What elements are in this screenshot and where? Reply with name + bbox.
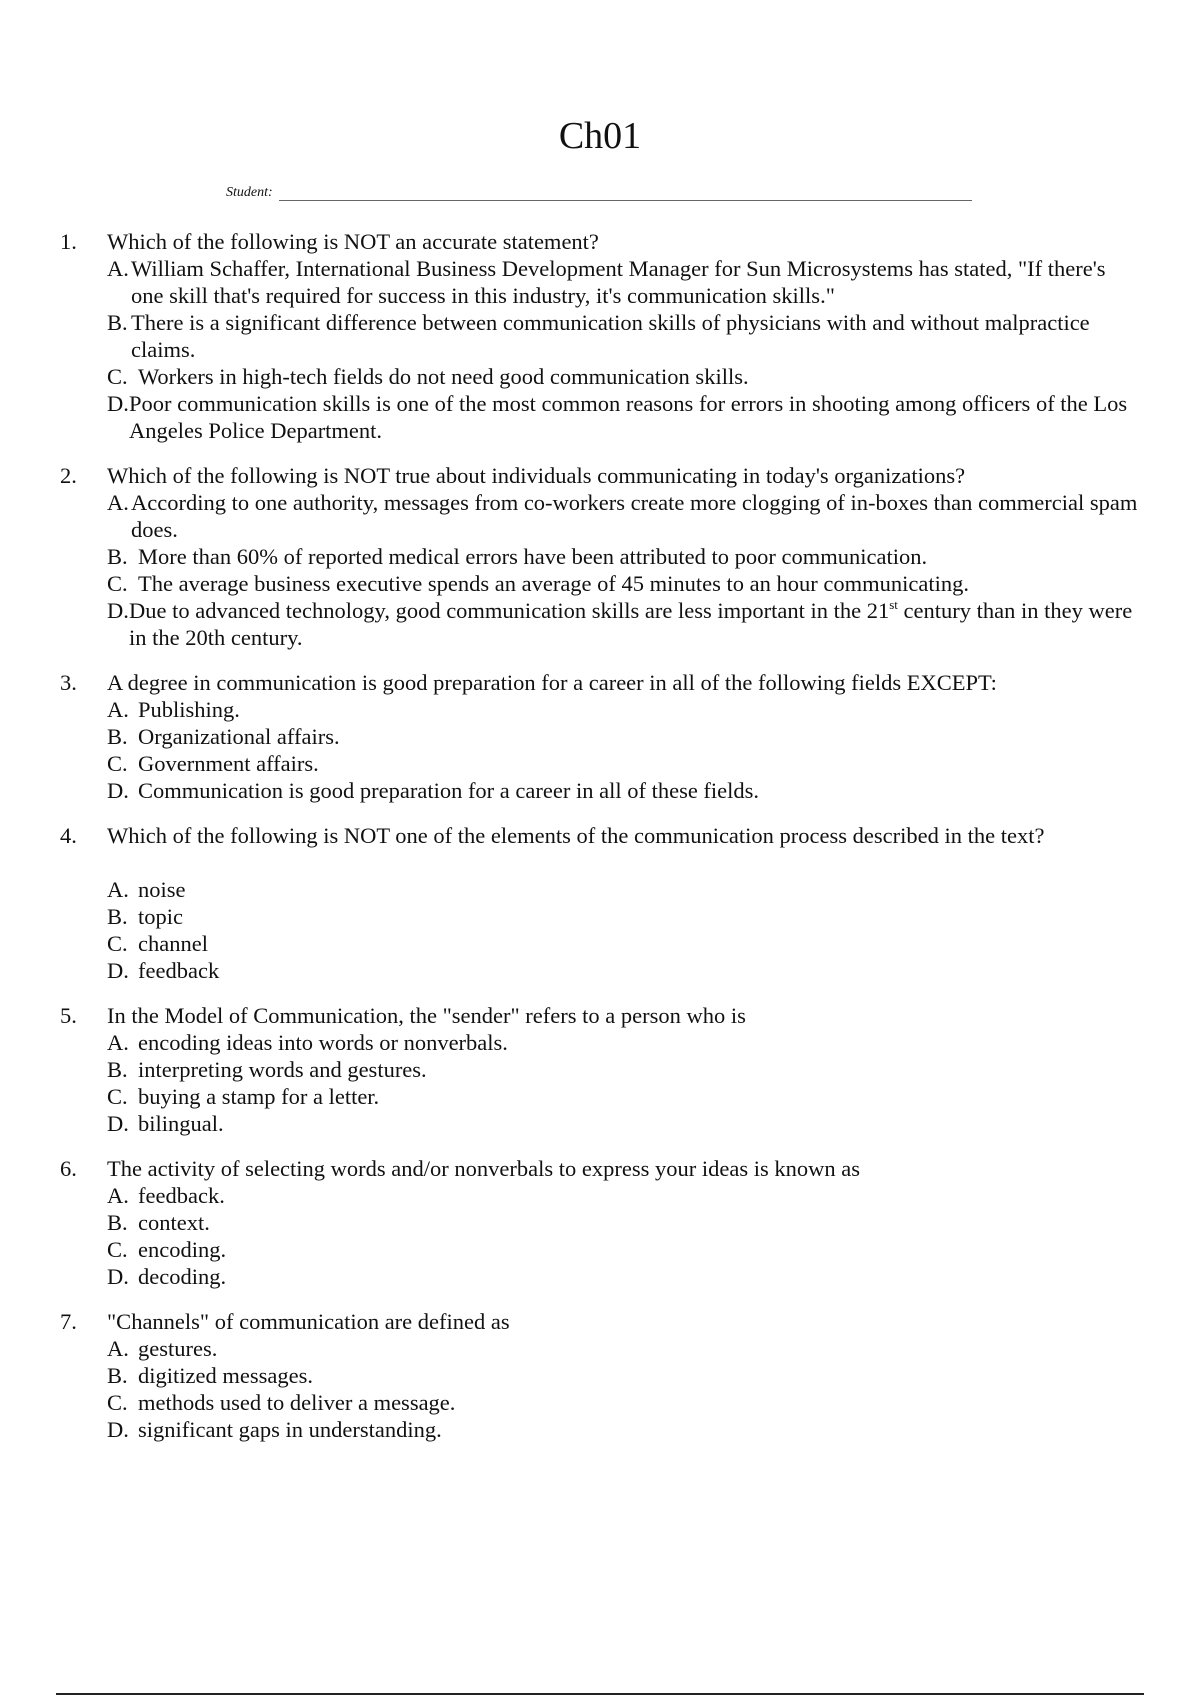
choice-letter: A. (107, 697, 129, 722)
choice-text: Poor communication skills is one of the most common reasons for errors in shooting among officers of the Los Angeles Police Department. (129, 391, 1128, 443)
question-text: In the Model of Communication, the "sender" refers to a person who is (107, 1003, 746, 1028)
choice-text: encoding ideas into words or nonverbals. (138, 1030, 508, 1055)
choice-d[interactable] (107, 1110, 1140, 1137)
choice-letter: D. (107, 778, 129, 803)
choice-letter: C. (107, 1237, 128, 1262)
choice-text: context. (138, 1210, 210, 1235)
choice-text: Organizational affairs. (138, 724, 340, 749)
choice-letter: C. (107, 364, 128, 389)
question-4 (60, 822, 1140, 984)
choice-c[interactable] (107, 930, 1140, 957)
choice-text: significant gaps in understanding. (138, 1417, 442, 1442)
choice-letter: C. (107, 931, 128, 956)
ordinal-suffix: st (889, 597, 898, 612)
choice-list (107, 255, 1140, 444)
choice-letter: A. (107, 1030, 129, 1055)
choice-text: channel (138, 931, 208, 956)
choice-letter: D. (107, 1111, 129, 1136)
choice-list (107, 876, 1140, 984)
choice-letter: A. (107, 877, 129, 902)
choice-letter: B. (107, 544, 128, 569)
choice-text: Government affairs. (138, 751, 319, 776)
question-number: 3. (60, 670, 77, 695)
choice-d[interactable] (107, 957, 1140, 984)
choice-text: interpreting words and gestures. (138, 1057, 427, 1082)
choice-text-part: Due to advanced technology, good communication skills are less important in the 21 (129, 598, 890, 623)
choice-letter: D. (107, 958, 129, 983)
question-3 (60, 669, 1140, 804)
choice-text: encoding. (138, 1237, 227, 1262)
question-text: A degree in communication is good preparation for a career in all of the following fields EXCEPT: (107, 670, 997, 695)
choice-c[interactable] (107, 363, 1140, 390)
choice-list (107, 1182, 1140, 1290)
footer-divider (56, 1693, 1144, 1695)
choice-text: feedback. (138, 1183, 225, 1208)
choice-text: Communication is good preparation for a career in all of these fields. (138, 778, 760, 803)
choice-c[interactable] (107, 570, 1140, 597)
choice-letter: A. (107, 1183, 129, 1208)
choice-text: The average business executive spends an average of 45 minutes to an hour communicating. (138, 571, 969, 596)
choice-text (129, 597, 1140, 651)
choice-d[interactable] (107, 1416, 1140, 1443)
question-number: 1. (60, 229, 77, 254)
choice-list (107, 1335, 1140, 1443)
choice-letter: B. (107, 904, 128, 929)
question-text: The activity of selecting words and/or nonverbals to express your ideas is known as (107, 1156, 860, 1181)
choice-letter: D. (107, 1264, 129, 1289)
choice-letter: C. (107, 751, 128, 776)
choice-text: methods used to deliver a message. (138, 1390, 456, 1415)
question-1 (60, 228, 1140, 444)
choice-letter: A. (107, 490, 129, 515)
choice-b[interactable] (107, 543, 1140, 570)
choice-text: decoding. (138, 1264, 227, 1289)
question-7 (60, 1308, 1140, 1443)
choice-c[interactable] (107, 1236, 1140, 1263)
choice-b[interactable] (107, 309, 1140, 363)
choice-b[interactable] (107, 723, 1140, 750)
choice-b[interactable] (107, 1362, 1140, 1389)
choice-d[interactable] (107, 390, 1140, 444)
choice-text: There is a significant difference between communication skills of physicians with and without malpractice claims. (131, 310, 1090, 362)
choice-c[interactable] (107, 1389, 1140, 1416)
choice-text: Publishing. (138, 697, 240, 722)
choice-letter: B. (107, 1363, 128, 1388)
choice-letter: B. (107, 724, 128, 749)
choice-a[interactable] (107, 1335, 1140, 1362)
choice-text: William Schaffer, International Business Development Manager for Sun Microsystems has stated, "If there's one skill that's required for success in this industry, it's communication skills." (131, 256, 1106, 308)
choice-letter: A. (107, 1336, 129, 1361)
choice-text: bilingual. (138, 1111, 224, 1136)
choice-d[interactable] (107, 597, 1140, 651)
question-number: 2. (60, 463, 77, 488)
question-text: Which of the following is NOT one of the elements of the communication process described in the text? (107, 823, 1045, 848)
choice-letter: C. (107, 1084, 128, 1109)
choice-letter: D. (107, 391, 129, 416)
choice-text: According to one authority, messages from co-workers create more clogging of in-boxes than commercial spam does. (131, 490, 1138, 542)
choice-text: digitized messages. (138, 1363, 313, 1388)
choice-d[interactable] (107, 777, 1140, 804)
choice-a[interactable] (107, 255, 1140, 309)
choice-letter: B. (107, 310, 128, 335)
student-label: Student: (226, 185, 273, 200)
choice-b[interactable] (107, 1056, 1140, 1083)
choice-text-part: century than in they were in the 20th century. (129, 598, 1133, 650)
student-field (226, 184, 972, 201)
choice-a[interactable] (107, 489, 1140, 543)
choice-text: feedback (138, 958, 220, 983)
choice-letter: D. (107, 1417, 129, 1442)
choice-c[interactable] (107, 1083, 1140, 1110)
question-text: "Channels" of communication are defined as (107, 1309, 510, 1334)
choice-c[interactable] (107, 750, 1140, 777)
choice-letter: C. (107, 571, 128, 596)
question-number: 7. (60, 1309, 77, 1334)
choice-b[interactable] (107, 903, 1140, 930)
choice-letter: C. (107, 1390, 128, 1415)
choice-d[interactable] (107, 1263, 1140, 1290)
choice-a[interactable] (107, 1182, 1140, 1209)
question-6 (60, 1155, 1140, 1290)
question-2 (60, 462, 1140, 651)
choice-text: gestures. (138, 1336, 218, 1361)
choice-letter: B. (107, 1210, 128, 1235)
choice-text: Workers in high-tech fields do not need good communication skills. (138, 364, 749, 389)
choice-text: buying a stamp for a letter. (138, 1084, 380, 1109)
question-text: Which of the following is NOT true about individuals communicating in today's organizations? (107, 463, 966, 488)
choice-letter: B. (107, 1057, 128, 1082)
question-number: 4. (60, 823, 77, 848)
choice-text: noise (138, 877, 186, 902)
choice-b[interactable] (107, 1209, 1140, 1236)
question-text: Which of the following is NOT an accurate statement? (107, 229, 599, 254)
choice-a[interactable] (107, 696, 1140, 723)
question-list (60, 228, 1140, 1461)
question-number: 5. (60, 1003, 77, 1028)
choice-letter: A. (107, 256, 129, 281)
question-number: 6. (60, 1156, 77, 1181)
choice-a[interactable] (107, 876, 1140, 903)
question-5 (60, 1002, 1140, 1137)
choice-text: topic (138, 904, 183, 929)
student-name-line[interactable] (279, 184, 972, 201)
choice-list (107, 1029, 1140, 1137)
choice-letter: D. (107, 598, 129, 623)
page-title: Ch01 (558, 115, 642, 157)
choice-list (107, 489, 1140, 651)
choice-a[interactable] (107, 1029, 1140, 1056)
choice-text: More than 60% of reported medical errors have been attributed to poor communication. (138, 544, 928, 569)
choice-list (107, 696, 1140, 804)
